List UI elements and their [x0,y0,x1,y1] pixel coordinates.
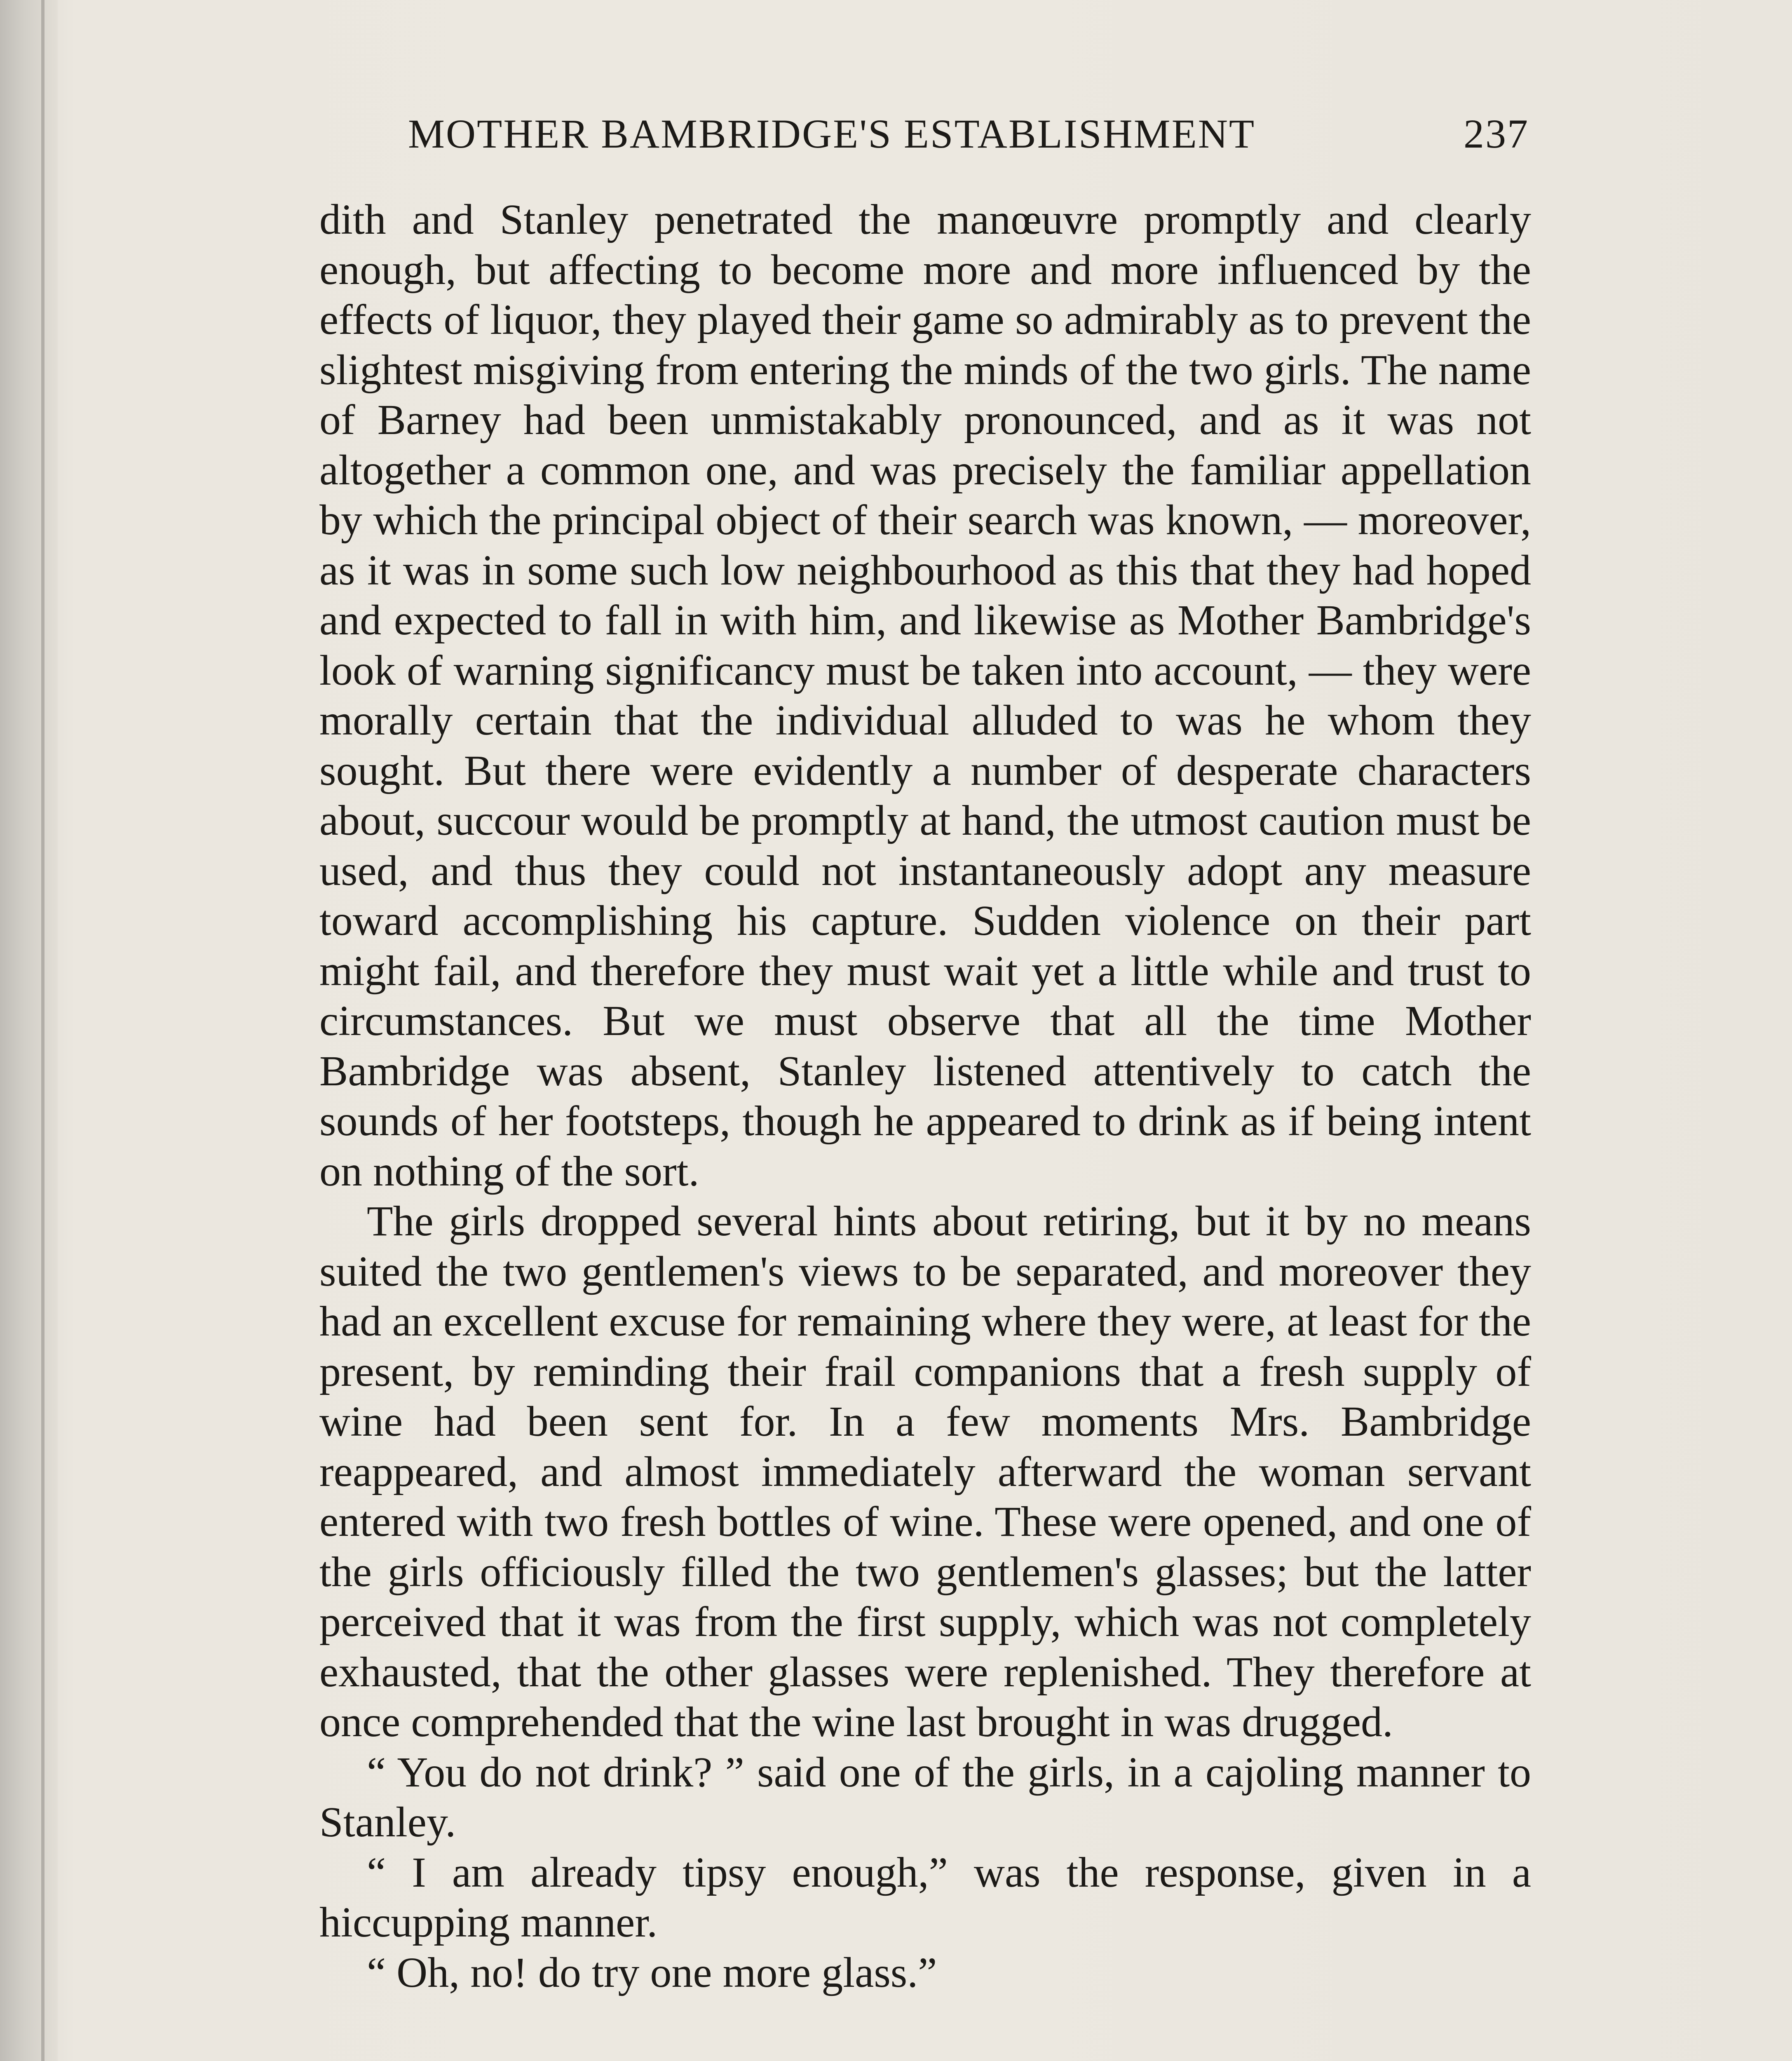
running-title: MOTHER BAMBRIDGE'S ESTABLISHMENT [408,111,1256,157]
page-number: 237 [1464,111,1529,157]
paragraph-dialogue: “ You do not drink? ” said one of the girls, in a cajoling manner to Stanley. [319,1748,1531,1846]
paragraph-dialogue: “ Oh, no! do try one more glass.” [367,1948,937,1996]
paragraph-dialogue: “ I am already tipsy enough,” was the response, given in a hiccupping manner. [319,1848,1531,1946]
body-text [319,195,1531,1998]
running-head [408,103,1529,165]
paragraph-continued: dith and Stanley penetrated the manœuvre promptly and clearly enough, but affecting to become more and more influenced by the effects of liquor, they played their game so admirably as to prevent the slightest misgiving from entering the minds of the two girls. The name of Barney had been unmistakably pronounced, and as it was not altogether a common one, and was precisely the familiar appellation by which the principal object of their search was known, — moreover, as it was in some such low neighbourhood as this that they had hoped and expected to fall in with him, and likewise as Mother Bambridge's look of warning significancy must be taken into account, — they were morally certain that the individual alluded to was he whom they sought. But there were evidently a number of desperate characters about, succour would be promptly at hand, the utmost caution must be used, and thus they could not instantaneously adopt any measure toward accomplishing his capture. Sudden violence on their part might fail, and therefore they must wait yet a little while and trust to circumstances. But we must observe that all the time Mother Bambridge was absent, Stanley listened attentively to catch the sounds of her footsteps, though he appeared to drink as if being intent on nothing of the sort. [319,196,1531,1195]
paragraph: The girls dropped several hints about retiring, but it by no means suited the two gentlemen's views to be separated, and moreover they had an excellent excuse for remaining where they were, at least for the present, by reminding their frail companions that a fresh supply of wine had been sent for. In a few moments Mrs. Bambridge reappeared, and almost immediately afterward the woman servant entered with two fresh bottles of wine. These were opened, and one of the girls officiously filled the two gentlemen's glasses; but the latter perceived that it was from the first supply, which was not completely exhausted, that the other glasses were replenished. They therefore at once comprehended that the wine last brought in was drugged. [319,1197,1531,1746]
book-spine-shadow [0,0,58,2061]
gutter-line [41,0,45,2061]
